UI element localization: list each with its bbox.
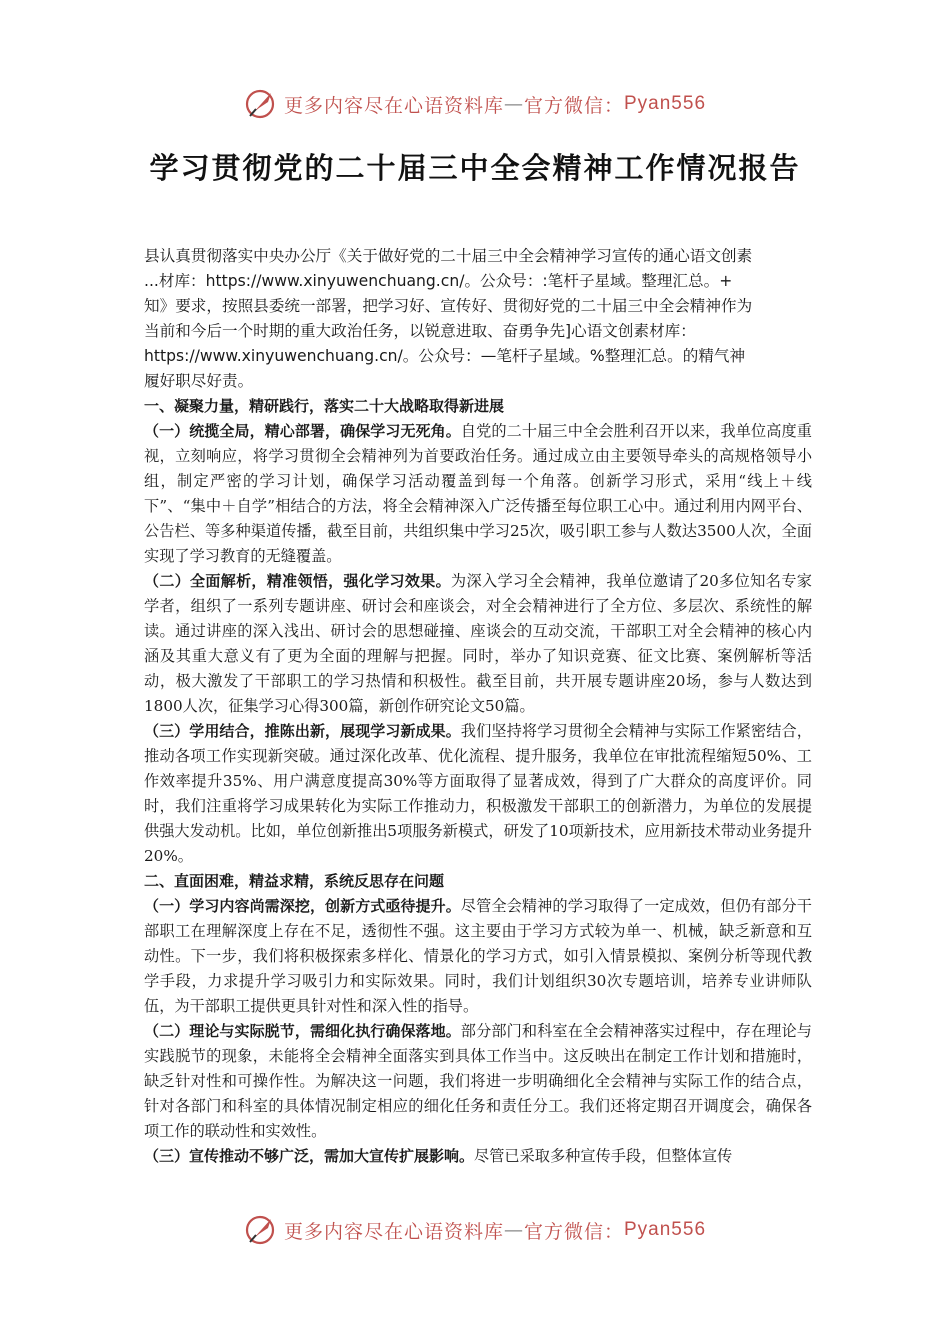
watermark-contact: 官方微信： [523,1220,624,1243]
paragraph [144,894,812,1019]
quill-logo-icon [244,87,278,121]
watermark-main: 更多内容尽在心语资料库 [283,94,504,117]
watermark-main: 更多内容尽在心语资料库 [283,1220,504,1243]
watermark-banner-bottom [0,1210,950,1250]
paragraph-lead: （一）学习内容尚需深挖，创新方式亟待提升。 [144,897,461,915]
intro-line: 县认真贯彻落实中央办公厅《关于做好党的二十届三中全会精神学习宣传的通心语文创素 [144,247,753,265]
paragraph-text: 我们坚持将学习贯彻全会精神与实际工作紧密结合，推动各项工作实现新突破。通过深化改革、优化流程、提升服务，我单位在审批流程缩短50%、工作效率提升35%、用户满意度提高30%等方面取得了显著成效，得到了广大群众的高度评价。同时，我们注重将学习成果转化为实际工作推动力，积极激发干部职工的创新潜力，为单位的发展提供强大发动机。比如，单位创新推出5项服务新模式，研发了10项新技术，应用新技术带动业务提升20%。 [144,722,812,865]
paragraph-text: 尽管已采取多种宣传手段，但整体宣传 [474,1147,733,1165]
quill-logo-icon [244,1213,278,1247]
paragraph-lead: （一）统揽全局，精心部署，确保学习无死角。 [144,422,461,440]
paragraph [144,719,812,869]
paragraph [144,419,812,569]
intro-line: 当前和今后一个时期的重大政治任务，以锐意进取、奋勇争先]心语文创素材库： [144,322,696,340]
paragraph [144,569,812,719]
watermark-dash: — [503,1219,524,1241]
intro-line: ...材库：https://www.xinyuwenchuang.cn/。公众号：:笔杆子星域。整理汇总。+ [144,272,733,290]
paragraph [144,1144,812,1169]
watermark-id: Pyan556 [624,93,707,114]
paragraph-lead: （三）宣传推动不够广泛，需加大宣传扩展影响。 [144,1147,475,1165]
paragraph-text: 部分部门和科室在全会精神落实过程中，存在理论与实践脱节的现象，未能将全会精神全面落实到具体工作当中。这反映出在制定工作计划和措施时，缺乏针对性和可操作性。为解决这一问题，我们将进一步明确细化全会精神与实际工作的结合点，针对各部门和科室的具体情况制定相应的细化任务和责任分工。我们还将定期召开调度会，确保各项工作的联动性和实效性。 [144,1022,812,1140]
section-heading-2: 二、直面困难，精益求精，系统反思存在问题 [144,872,445,890]
intro-paragraph [144,244,812,394]
paragraph [144,1019,812,1144]
paragraph-lead: （二）全面解析，精准领悟，强化学习效果。 [144,572,451,590]
section-heading-1: 一、凝聚力量，精研践行，落实二十大战略取得新进展 [144,397,505,415]
watermark-id: Pyan556 [624,1219,707,1240]
paragraph-lead: （二）理论与实际脱节，需细化执行确保落地。 [144,1022,461,1040]
paragraph-text: 为深入学习全会精神，我单位邀请了20多位知名专家学者，组织了一系列专题讲座、研讨会和座谈会，对全会精神进行了全方位、多层次、系统性的解读。通过讲座的深入浅出、研讨会的思想碰撞、座谈会的互动交流，干部职工对全会精神的核心内涵及其重大意义有了更为全面的理解与把握。同时，举办了知识竞赛、征文比赛、案例解析等活动，极大激发了干部职工的学习热情和积极性。截至目前，共开展专题讲座20场，参与人数达到1800人次，征集学习心得300篇，新创作研究论文50篇。 [144,572,812,715]
intro-line: 履好职尽好责。 [144,372,254,390]
intro-line: https://www.xinyuwenchuang.cn/。公众号：—笔杆子星域。%整理汇总。的精气神 [144,347,746,365]
paragraph-text: 自党的二十届三中全会胜利召开以来，我单位高度重视，立刻响应，将学习贯彻全会精神列为首要政治任务。通过成立由主要领导牵头的高规格领导小组，制定严密的学习计划，确保学习活动覆盖到每一个角落。创新学习形式，采用“线上＋线下”、“集中＋自学”相结合的方法，将全会精神深入广泛传播至每位职工心中。通过利用内网平台、公告栏、等多种渠道传播，截至目前，共组织集中学习25次，吸引职工参与人数达3500人次，全面实现了学习教育的无缝覆盖。 [144,422,812,565]
document-title: 学习贯彻党的二十届三中全会精神工作情况报告 [149,151,801,185]
watermark-dash: — [503,93,524,115]
document-body [144,244,812,1169]
paragraph-text: 尽管全会精神的学习取得了一定成效，但仍有部分干部职工在理解深度上存在不足，透彻性不强。这主要由于学习方式较为单一、机械，缺乏新意和互动性。下一步，我们将积极探索多样化、情景化的学习方式，如引入情景模拟、案例分析等现代教学手段，力求提升学习吸引力和实际效果。同时，我们计划组织30次专题培训，培养专业讲师队伍，为干部职工提供更具针对性和深入性的指导。 [144,897,812,1015]
paragraph-lead: （三）学用结合，推陈出新，展现学习新成果。 [144,722,461,740]
watermark-contact: 官方微信： [523,94,624,117]
intro-line: 知》要求，按照县委统一部署，把学习好、宣传好、贯彻好党的二十届三中全会精神作为 [144,297,753,315]
watermark-banner-top [0,84,950,124]
